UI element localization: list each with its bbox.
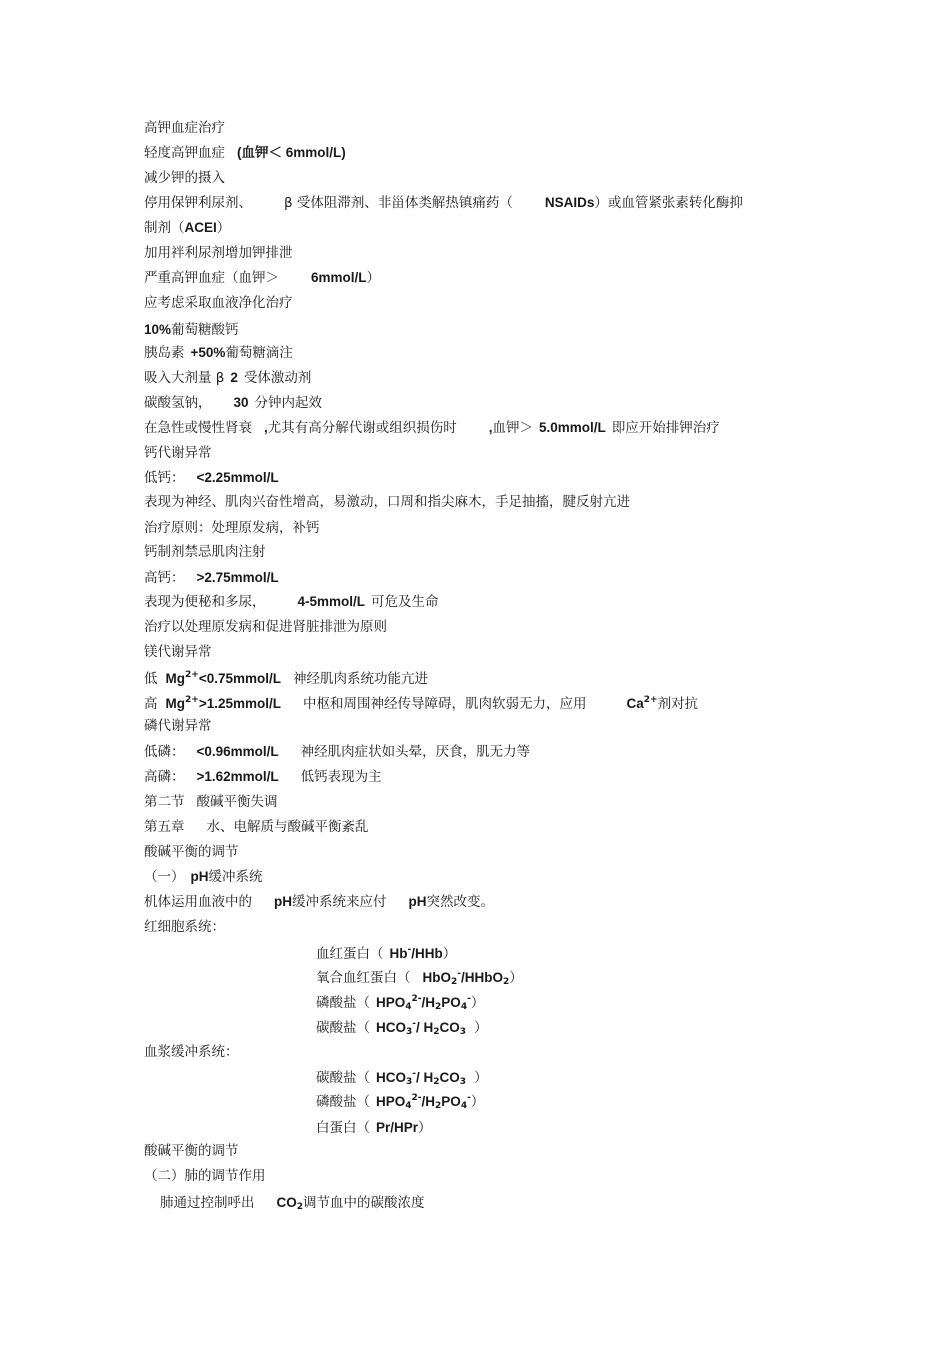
line-calcium-metabolism: 钙代谢异常	[144, 445, 212, 461]
line-renal-failure: 在急性或慢性肾衰 ,尤其有高分解代谢或组织损伤时 ,血钾＞ 5.0mmol/L 即应开始排钾治疗	[144, 420, 720, 436]
line-severe-hyperkalemia: 严重高钾血症（血钾＞ 6mmol/L）	[144, 270, 381, 286]
line-sodium-bicarbonate: 碳酸氢钠， 30 分钟内起效	[144, 395, 323, 411]
line-hypophosphatemia: 低磷： <0.96mmol/L 神经肌肉症状如头晕，厌食，肌无力等	[144, 744, 531, 760]
line-magnesium-metabolism: 镁代谢异常	[144, 644, 212, 660]
line-reduce-intake: 减少钾的摄入	[144, 170, 225, 186]
line-treatment-principle: 治疗原则：处理原发病，补钙	[144, 520, 320, 536]
line-hyperkalemia-treatment: 高钾血症治疗	[144, 120, 225, 136]
line-beta2-agonist: 吸入大剂量 β 2 受体激动剂	[144, 370, 312, 386]
line-loop-diuretic: 加用袢利尿剂增加钾排泄	[144, 245, 293, 261]
line-phosphorus-metabolism: 磷代谢异常	[144, 718, 212, 734]
line-hypercalcemia-treatment: 治疗以处理原发病和促进肾脏排泄为原则	[144, 619, 387, 635]
line-hypercalcemia-signs: 表现为便秘和多尿， 4-5mmol/L 可危及生命	[144, 594, 439, 610]
line-mild-hyperkalemia: 轻度高钾血症 (血钾＜ 6mmol/L)	[144, 145, 346, 161]
line-hypermagnesemia: 高 $Mg^{2+}>1.25mmol/L$ 中枢和周围神经传导障碍，肌肉软弱无力，应用 $Ca^{2+}$剂对抗	[144, 695, 699, 712]
line-erythrocyte-system: 红细胞系统：	[144, 919, 225, 935]
line-hypocalcemia: 低钙： <2.25mmol/L	[144, 470, 279, 486]
line-insulin-glucose: 胰岛素 +50%葡萄糖滴注	[144, 345, 293, 361]
line-hypercalcemia: 高钙： >2.75mmol/L	[144, 570, 279, 586]
line-hypocalcemia-signs: 表现为神经、肌肉兴奋性增高，易激动，口周和指尖麻木，手足抽搐，腱反射亢进	[144, 494, 630, 510]
line-hyperphosphatemia: 高磷： >1.62mmol/L 低钙表现为主	[144, 769, 382, 785]
line-phosphate-plasma: 磷酸盐（ $HPO_4^{2-}/H_2PO_4^-$）	[316, 1093, 485, 1111]
line-blood-purification: 应考虑采取血液净化治疗	[144, 295, 293, 311]
line-acid-base-regulation-2: 酸碱平衡的调节	[144, 1143, 239, 1159]
line-acei: 制剂（ACEI）	[144, 220, 231, 236]
line-ph-buffer-system: （一） pH缓冲系统	[144, 869, 263, 885]
line-section-two: 第二节 酸碱平衡失调	[144, 794, 278, 810]
line-bicarbonate-rbc: 碳酸盐（ $HCO_3^-/$ $H_2CO_3$ ）	[316, 1019, 488, 1037]
line-calcium-gluconate: 10%葡萄糖酸钙	[144, 322, 239, 338]
line-oxyhemoglobin: 氧合血红蛋白（ HbO$_2$-/HHbO$_2$）	[316, 969, 523, 987]
line-plasma-buffer: 血浆缓冲系统：	[144, 1044, 239, 1060]
line-chapter-five: 第五章 水、电解质与酸碱平衡紊乱	[144, 819, 369, 835]
line-acid-base-regulation: 酸碱平衡的调节	[144, 844, 239, 860]
line-lung-regulation: （二）肺的调节作用	[144, 1168, 266, 1184]
line-calcium-injection: 钙制剂禁忌肌肉注射	[144, 544, 266, 560]
line-bicarbonate-plasma: 碳酸盐（ $HCO_3^-/$ $H_2CO_3$ ）	[316, 1069, 488, 1087]
line-co2-exhale: 肺通过控制呼出 $CO_2$调节血中的碳酸浓度	[160, 1195, 425, 1212]
line-stop-drugs: 停用保钾利尿剂、 β 受体阻滞剂、非甾体类解热镇痛药（ NSAIDs）或血管紧张素转化酶抑	[144, 195, 743, 211]
line-hemoglobin: 血红蛋白（ Hb-/HHb）	[316, 945, 457, 962]
line-ph-buffer-use: 机体运用血液中的 pH缓冲系统来应付 pH突然改变。	[144, 894, 494, 910]
line-albumin: 白蛋白（ Pr/HPr）	[316, 1120, 432, 1136]
line-phosphate-rbc: 磷酸盐（ $HPO_4^{2-}/H_2PO_4^-$）	[316, 994, 485, 1012]
line-hypomagnesemia: 低 $Mg^{2+}<0.75mmol/L$ 神经肌肉系统功能亢进	[144, 670, 428, 687]
